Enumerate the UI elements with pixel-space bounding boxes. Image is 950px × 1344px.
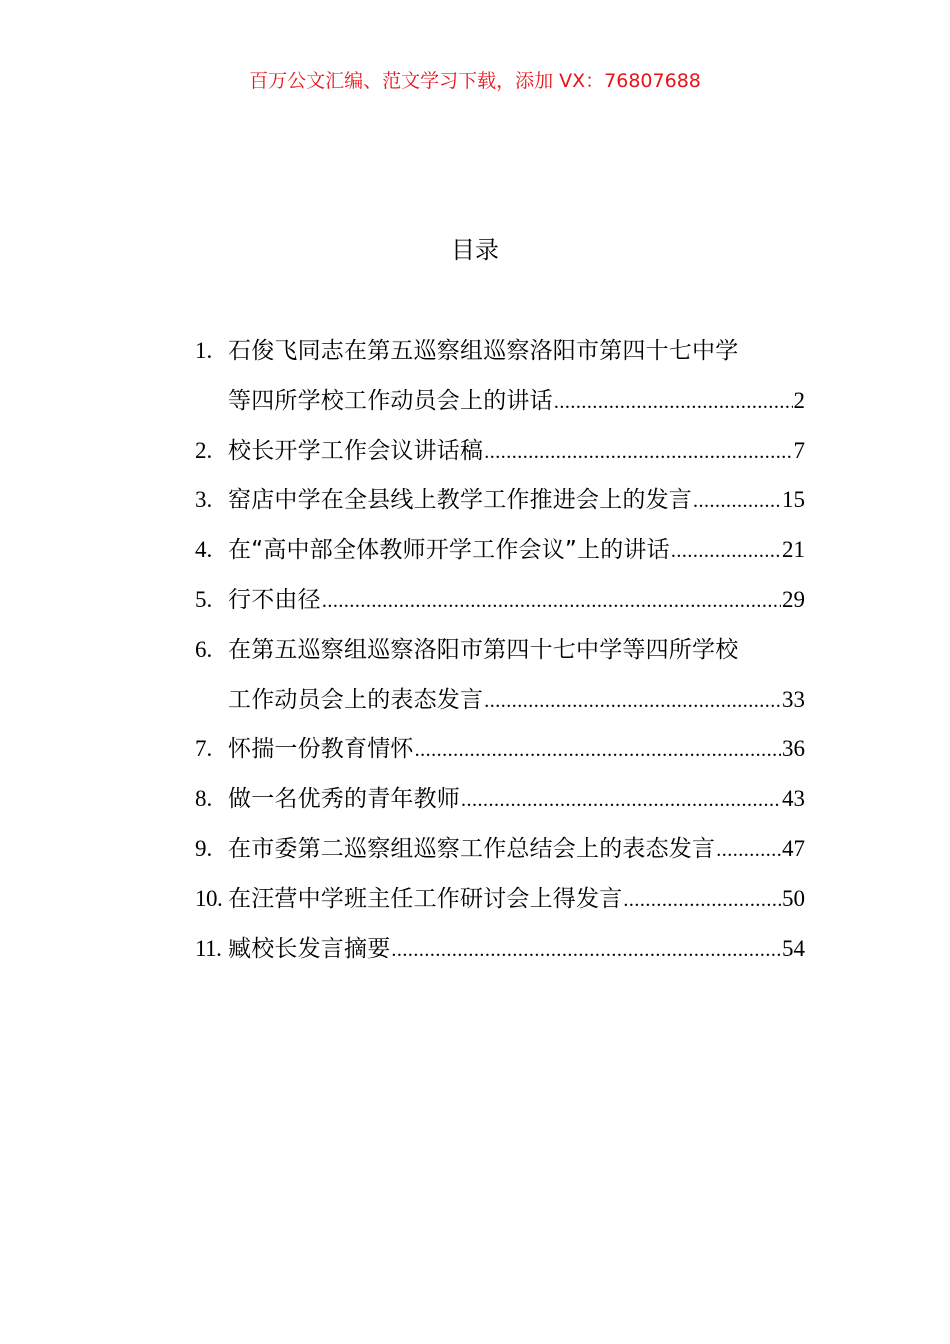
- toc-entry-1[interactable]: [195, 326, 805, 376]
- toc-number: 5.: [195, 586, 213, 612]
- toc-text: 在第五巡察组巡察洛阳市第四十七中学等四所学校: [228, 636, 739, 663]
- toc-text: 做一名优秀的青年教师: [228, 786, 460, 813]
- toc-entry-6[interactable]: [195, 625, 805, 675]
- dot-leader: [461, 776, 781, 826]
- toc-text: 在汪营中学班主任工作研讨会上得发言: [228, 885, 623, 912]
- toc-page-number: 15: [782, 487, 805, 513]
- toc-number: 4.: [195, 537, 213, 563]
- dot-leader: [391, 926, 781, 976]
- toc-number: 1.: [195, 338, 213, 363]
- toc-page-number: 29: [782, 586, 805, 612]
- dot-leader: [716, 826, 781, 876]
- toc-text: 行不由径: [228, 586, 321, 613]
- toc-text: 窑店中学在全县线上教学工作推进会上的发言: [228, 487, 692, 514]
- toc-page-number: 36: [782, 736, 805, 762]
- toc-entry-4[interactable]: [195, 525, 805, 575]
- dot-leader: [623, 876, 781, 926]
- toc-page-number: 50: [782, 885, 805, 911]
- dot-leader: [484, 677, 781, 727]
- toc-page-number: 33: [782, 686, 805, 712]
- toc-page-number: 2: [793, 387, 805, 413]
- dot-leader: [484, 428, 792, 478]
- toc-number: 2.: [195, 437, 213, 463]
- toc-entry-1-cont[interactable]: [195, 376, 805, 426]
- toc-page-number: 47: [782, 835, 805, 861]
- toc-number: 10.: [195, 885, 223, 911]
- toc-entry-7[interactable]: [195, 724, 805, 774]
- toc-entry-9[interactable]: [195, 824, 805, 874]
- toc-number: 3.: [195, 487, 213, 513]
- dot-leader: [322, 577, 781, 627]
- toc-page-number: 54: [782, 935, 805, 961]
- dot-leader: [671, 527, 781, 577]
- dot-leader: [415, 726, 781, 776]
- toc-text: 校长开学工作会议讲话稿: [228, 437, 484, 464]
- toc-text: 在市委第二巡察组巡察工作总结会上的表态发言: [228, 835, 716, 862]
- toc-number: 7.: [195, 736, 213, 762]
- toc-entry-10[interactable]: [195, 874, 805, 924]
- toc-number: 9.: [195, 835, 213, 861]
- toc-number: 8.: [195, 786, 213, 812]
- toc-text: 怀揣一份教育情怀: [228, 736, 414, 763]
- toc-entry-11[interactable]: [195, 924, 805, 974]
- toc-entry-6-cont[interactable]: [195, 675, 805, 725]
- toc-page-number: 43: [782, 786, 805, 812]
- toc-entry-3[interactable]: [195, 475, 805, 525]
- toc-text: 在“高中部全体教师开学工作会议”上的讲话: [228, 537, 670, 564]
- dot-leader: [554, 378, 793, 428]
- toc-text: 等四所学校工作动员会上的讲话: [228, 387, 553, 414]
- toc-number: 11.: [195, 935, 222, 961]
- toc-text: 臧校长发言摘要: [228, 935, 391, 962]
- toc-entry-5[interactable]: [195, 575, 805, 625]
- table-of-contents: [195, 326, 805, 973]
- dot-leader: [693, 477, 781, 527]
- toc-number: 6.: [195, 636, 213, 662]
- toc-text: 工作动员会上的表态发言: [228, 686, 484, 713]
- watermark-header: 百万公文汇编、范文学习下载，添加 VX：76807688: [249, 70, 701, 92]
- toc-text: 石俊飞同志在第五巡察组巡察洛阳市第四十七中学: [228, 338, 739, 364]
- toc-page-number: 21: [782, 537, 805, 563]
- toc-entry-2[interactable]: [195, 426, 805, 476]
- toc-entry-8[interactable]: [195, 774, 805, 824]
- toc-page-number: 7: [793, 437, 805, 463]
- toc-title: 目录: [451, 236, 499, 264]
